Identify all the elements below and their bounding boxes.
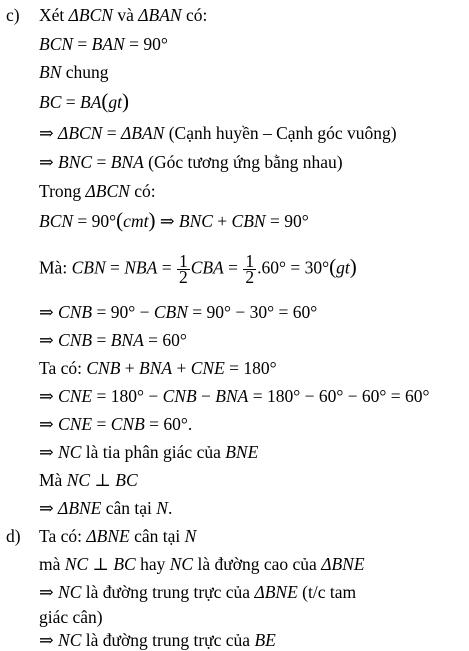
fraction-half-2: [243, 251, 256, 287]
part-c-line-1: Xét ΔBCN và ΔBAN có:: [39, 5, 208, 25]
part-c-line-9: Mà: CBN = NBA = $\frac{1}{2}$ CBA = $\frac{1}{2}$ .60° = 30°(gt): [39, 251, 357, 287]
fraction-half-1: [177, 251, 190, 287]
part-d-marker: d): [6, 526, 21, 546]
part-c-line-2: BCN = BAN = 90°: [39, 34, 168, 54]
part-d-line-5: ⇒ NC là đường trung trực của BE: [39, 630, 276, 650]
fraction-1-numerator: 1: [178, 251, 188, 271]
part-c-line-7: Trong ΔBCN có:: [39, 181, 156, 201]
fraction-2-numerator: 1: [245, 251, 255, 271]
part-c-line-4: BC = BA(gt): [39, 89, 130, 113]
part-c-line-16: Mà NC ⊥ BC: [39, 470, 138, 490]
part-c-line-13: ⇒ CNE = 180° − CNB − BNA = 180° − 60° − 60° = 60°: [39, 386, 430, 406]
part-c-line-14: ⇒ CNE = CNB = 60°.: [39, 414, 193, 434]
part-d-line-2: mà NC ⊥ BC hay NC là đường cao của ΔBNE: [39, 554, 365, 574]
part-c-line-10: ⇒ CNB = 90° − CBN = 90° − 30° = 60°: [39, 302, 318, 322]
part-c-line-8: BCN = 90°(cmt) ⇒ BNC + CBN = 90°: [39, 208, 309, 232]
fraction-1-denominator: 2: [178, 267, 188, 287]
part-c-line-12: Ta có: CNB + BNA + CNE = 180°: [39, 358, 277, 378]
part-c-line-11: ⇒ CNB = BNA = 60°: [39, 330, 187, 350]
part-c-line-17: ⇒ ΔBNE cân tại N.: [39, 498, 173, 518]
part-d-line-3: ⇒ NC là đường trung trực của ΔBNE (t/c tam: [39, 582, 357, 602]
part-c-line-6: ⇒ BNC = BNA (Góc tương ứng bằng nhau): [39, 152, 343, 172]
fraction-2-denominator: 2: [245, 267, 255, 287]
part-c-line-3: BN chung: [39, 62, 109, 82]
part-d-line-4: giác cân): [39, 607, 103, 627]
part-c-marker: c): [6, 5, 20, 25]
part-c-line-5: ⇒ ΔBCN = ΔBAN (Cạnh huyền – Cạnh góc vuông): [39, 123, 397, 143]
part-c-line-15: ⇒ NC là tia phân giác của BNE: [39, 442, 259, 462]
part-d-line-1: Ta có: ΔBNE cân tại N: [39, 526, 197, 546]
